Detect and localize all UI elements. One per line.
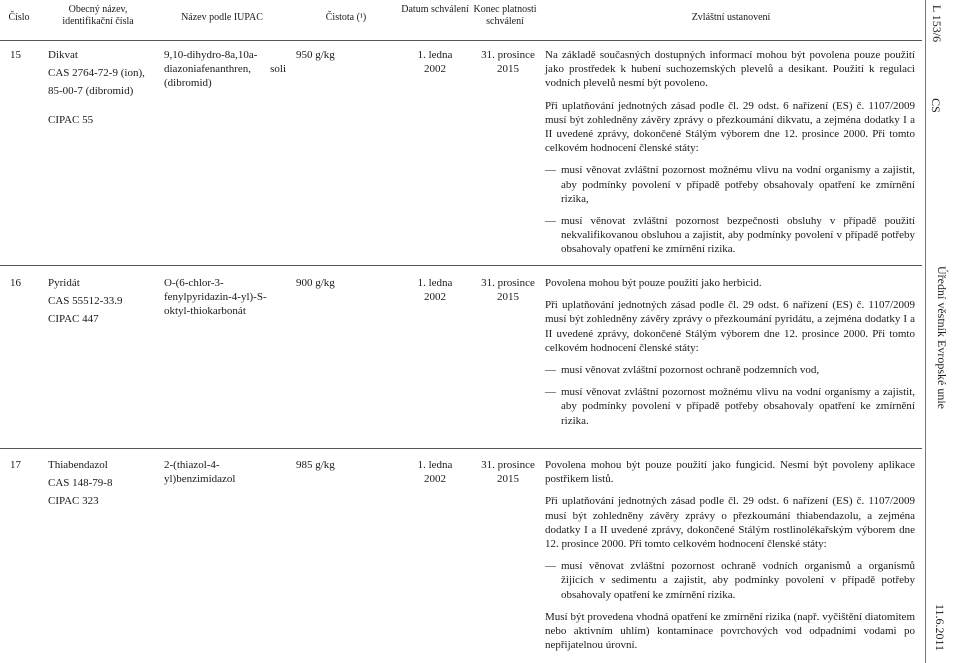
provision-dash-item <box>545 385 915 428</box>
row-separator <box>0 265 922 266</box>
purity: 950 g/kg <box>296 49 335 61</box>
dash-text: musí věnovat zvláštní pozornost ochraně podzemních vod, <box>561 364 820 377</box>
specific-provisions <box>545 276 915 436</box>
row-number: 15 <box>10 49 21 61</box>
dash-text: musí věnovat zvláštní pozornost ochraně vodních organismů a organismů žijících v sedimentu a zajistit, aby podmínky povolení v případě potřeby obsahovaly opatření ke zmírnění rizika. <box>561 560 915 601</box>
header-cistota: Čistota (¹) <box>325 12 367 23</box>
header-datum: Datum schválení <box>401 4 469 15</box>
provision-dash-item <box>545 214 915 257</box>
header-cislo: Číslo <box>8 12 30 23</box>
provision-paragraph: Povolena mohou být pouze použití jako fungicid. Nesmí být povoleny aplikace postřikem listů. <box>545 459 915 486</box>
header-iupac: Název podle IUPAC <box>181 12 263 23</box>
dash-marker: — <box>545 164 556 177</box>
header-nazev: Obecný název, identifikační čísla <box>62 4 134 27</box>
dash-text: musí věnovat zvláštní pozornost bezpečnosti obsluhy v případě použití nekvalifikovanou obsluhou a zajistit, aby podmínky povolení v případě potřeby obsahovaly opatření ke zmírnění rizika. <box>561 215 915 256</box>
approval-date: 1. ledna 2002 <box>417 277 453 304</box>
identifier-line: CAS 148-79-8 <box>48 477 113 490</box>
journal-name: Úřední věstník Evropské unie <box>934 266 949 409</box>
identifier-line: CIPAC 323 <box>48 495 99 508</box>
provision-paragraph: Musí být provedena vhodná opatření ke zmírnění rizika (např. vyčištění diatomitem nebo aktivním uhlím) kontaminace povrchových vod odpadními vodami po nepřijatelnou úrovní. <box>545 610 915 652</box>
provision-paragraph: Při uplatňování jednotných zásad podle čl. 29 odst. 6 nařízení (ES) č. 1107/2009 musí být zohledněny závěry zprávy o přezkoumání thiabendazolu, a zejména dodatky I a II uvedené zprávy, dokončené Stálým rostlinolékařským výborem dne 12. prosince 2000. Při tomto celkovém hodnocení členské státy: <box>545 495 915 551</box>
common-name-cell <box>48 276 158 327</box>
provision-dash-item <box>545 163 915 206</box>
provision-paragraph: Povolena mohou být pouze použití jako herbicid. <box>545 277 762 289</box>
common-name-cell <box>48 458 158 509</box>
dash-marker: — <box>545 215 556 228</box>
dash-marker: — <box>545 560 556 573</box>
substance-name: Thiabendazol <box>48 459 108 471</box>
dash-text: musí věnovat zvláštní pozornost možnému vlivu na vodní organismy a zajistit, aby podmínky povolení v případě potřeby obsahovaly opatření ke zmírnění rizika, <box>561 164 915 205</box>
provision-paragraph: Při uplatňování jednotných zásad podle čl. 29 odst. 6 nařízení (ES) č. 1107/2009 musí být zohledněny závěry zprávy o přezkoumání dikvatu, a zejména dodatky I a II uvedené zprávy, dokončené Stálým výborem dne 12. prosince 2000. Při tomto celkovém hodnocení členské státy: <box>545 99 915 155</box>
provision-dash-item <box>545 559 915 602</box>
provision-dash-item <box>545 363 915 377</box>
provision-paragraph: Na základě současných dostupných informací mohou být povolena pouze použití jako prostředek k hubení suchozemských plevelů a desikant. Použití k regulaci vodních plevelů nesmí být povoleno. <box>545 49 915 90</box>
dash-text: musí věnovat zvláštní pozornost možnému vlivu na vodní organismy a zajistit, aby podmínky povolení v případě potřeby obsahovaly opatření ke zmírnění rizika. <box>561 386 915 427</box>
dash-marker: — <box>545 364 556 377</box>
row-number: 17 <box>10 459 21 471</box>
iupac-name: 2-(thiazol-4-yl)benzimidazol <box>164 459 236 486</box>
specific-provisions <box>545 458 915 660</box>
identifier-line: CIPAC 55 <box>48 113 94 126</box>
page-reference: L 153/6 <box>930 4 945 43</box>
expiry-date: 31. prosince 2015 <box>481 49 535 76</box>
dash-marker: — <box>545 386 556 399</box>
substance-name: Dikvat <box>48 49 78 61</box>
expiry-date: 31. prosince 2015 <box>481 459 535 486</box>
provision-paragraph: Při uplatňování jednotných zásad podle čl. 29 odst. 6 nařízení (ES) č. 1107/2009 musí být zohledněny závěry zprávy o přezkoumání pyridátu, a zejména dodatky I a II uvedené zprávy, dokončené Stálým výborem dne 12. prosince 2000. Při tomto celkovém hodnocení členské státy: <box>545 299 915 354</box>
page-margin-sidebar <box>925 0 960 663</box>
common-name-cell <box>48 48 158 127</box>
approval-date: 1. ledna 2002 <box>417 49 453 76</box>
approval-date: 1. ledna 2002 <box>417 459 453 486</box>
language-code: CS <box>928 98 943 113</box>
identifier-line: CIPAC 447 <box>48 313 99 326</box>
identifier-line: 85-00-7 (dibromid) <box>48 85 134 98</box>
purity: 985 g/kg <box>296 459 335 471</box>
substance-name: Pyridát <box>48 277 80 289</box>
purity: 900 g/kg <box>296 277 335 289</box>
identifier-line: CAS 2764-72-9 (ion), <box>48 67 145 80</box>
header-konec: Konec platnosti schválení <box>473 4 537 27</box>
header-ustanoveni: Zvláštní ustanovení <box>691 12 771 23</box>
row-number: 16 <box>10 277 21 289</box>
row-separator <box>0 448 922 449</box>
table-header <box>0 0 922 41</box>
publication-date: 11.6.2011 <box>933 603 948 652</box>
iupac-name: O-(6-chlor-3-fenylpyridazin-4-yl)-S-oktyl-thiokarbonát <box>164 277 267 318</box>
specific-provisions <box>545 48 915 265</box>
iupac-name: 9,10-dihydro-8a,10a-diazoniafenanthren, soli (dibromid) <box>164 49 286 90</box>
expiry-date: 31. prosince 2015 <box>481 277 535 304</box>
identifier-line: CAS 55512-33.9 <box>48 295 123 308</box>
